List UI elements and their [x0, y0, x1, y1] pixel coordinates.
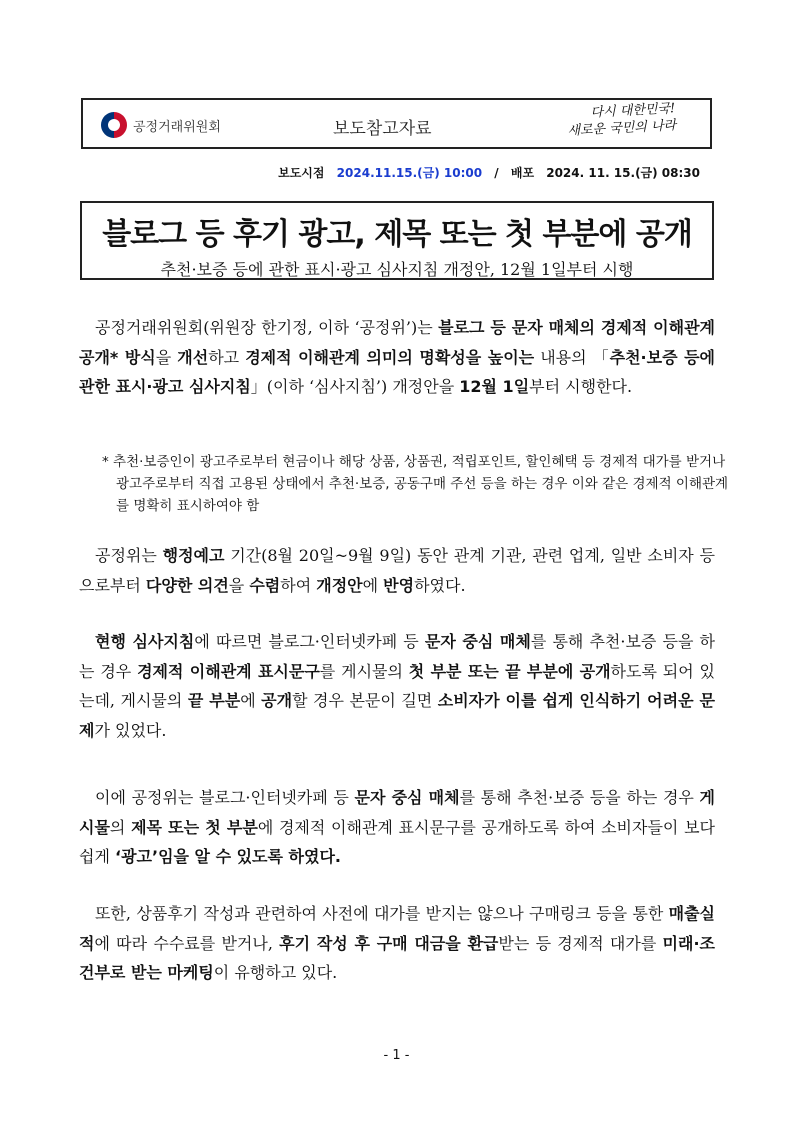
emphasized-text: 매출실적 [79, 904, 715, 953]
body-text: 할 경우 본문이 길면 [292, 691, 438, 710]
body-text: 을 [228, 575, 250, 595]
ftc-logo [101, 112, 221, 138]
slogan-line-1: 다시 대한민국! [590, 101, 676, 121]
org-name: 공정거래위원회 [133, 119, 221, 135]
emphasized-text: 경제적 이해관계 표시문구 [137, 661, 320, 681]
emphasized-text: 행정예고 [162, 546, 225, 565]
paragraph-3 [79, 627, 715, 745]
emphasized-text: 수렴 [249, 575, 281, 595]
paragraph-2 [79, 541, 715, 600]
distribution-label: 배포 [510, 166, 535, 180]
title-box [80, 201, 714, 280]
date-separator: / [494, 166, 499, 180]
body-text: 하였다. [414, 575, 466, 595]
body-text: 이에 공정위는 블로그·인터넷카페 등 [95, 788, 355, 807]
body-text: 에 [240, 691, 262, 710]
body-text: 공정거래위원회(위원장 한기정, 이하 ‘공정위’)는 [95, 318, 439, 337]
body-text: 부터 시행한다. [529, 377, 633, 396]
body-text: 하도록 되어 있는데, 게시물의 [79, 661, 715, 710]
paragraph-5 [79, 899, 715, 988]
body-text: 를 통해 추천·보증 등을 하는 경우 [459, 788, 700, 807]
emphasized-text: 게시물 [79, 788, 715, 837]
body-text: 」(이하 ‘심사지침’) 개정안을 [250, 377, 460, 396]
emphasized-text: 끝 부분 [187, 691, 241, 710]
emphasized-text: 제목 또는 첫 부분 [131, 817, 258, 837]
body-text: 하여 [280, 575, 317, 595]
sub-title: 추천·보증 등에 관한 표시·광고 심사지침 개정안, 12월 1일부터 시행 [160, 260, 634, 279]
document-type: 보도참고자료 [333, 119, 432, 139]
slogan-line-2: 새로운 국민의 나라 [567, 118, 677, 139]
emphasized-text: 개선 [177, 347, 209, 367]
body-text: 에 따라 수수료를 받거나, [94, 933, 280, 953]
main-title: 블로그 등 후기 광고, 제목 또는 첫 부분에 공개 [102, 217, 692, 252]
emphasized-text: 블로그 등 문자 매체의 경제적 이해관계 공개* 방식 [79, 318, 715, 367]
body-text: 하고 [208, 347, 246, 367]
emphasized-text: 문자 중심 매체 [424, 632, 531, 651]
release-value: 2024.11.15.(금) 10:00 [336, 166, 483, 180]
emphasized-text: 반영 [383, 575, 415, 595]
emphasized-text: 미래·조건부로 받는 마케팅 [79, 933, 715, 982]
emphasized-text: 개정안 [316, 575, 363, 595]
header-box [81, 98, 712, 149]
body-text: 를 게시물의 [319, 661, 409, 681]
taegeuk-logo-icon [101, 112, 127, 138]
release-label: 보도시점 [278, 166, 325, 180]
slogan [566, 100, 676, 140]
paragraph-4 [79, 783, 715, 872]
body-text: 을 [155, 347, 178, 367]
emphasized-text: 첫 부분 또는 끝 부분에 공개 [408, 661, 611, 681]
body-text: 에 경제적 이해관계 표시문구를 공개하도록 하여 소비자들이 보다 쉽게 [79, 817, 715, 866]
body-text: 받는 등 경제적 대가를 [498, 933, 663, 953]
emphasized-text: 문자 중심 매체 [354, 788, 460, 807]
body-text: 의 [109, 817, 132, 837]
emphasized-text: 현행 심사지침 [95, 632, 195, 651]
emphasized-text: 추천·보증 등에 관한 표시·광고 심사지침 [79, 347, 716, 396]
footnote: * 추천·보증인이 광고주로부터 현금이나 해당 상품, 상품권, 적립포인트, 할인혜택 등 경제적 대가를 받거나 광고주로부터 직접 고용된 상태에서 추천·보증, 공동구매 주선 등을 하는 경우 이와 같은 경제적 이해관계를 명확히 표시하여야 함 [102, 454, 729, 514]
body-text: 에 [362, 575, 384, 595]
body-text: 에 따르면 블로그·인터넷카페 등 [194, 632, 425, 651]
body-text: 기간(8월 20일~9월 9일) 동안 관계 기관, 관련 업계, 일반 소비자 등으로부터 [79, 546, 715, 595]
emphasized-text: 공개 [261, 691, 293, 710]
emphasized-text: 후기 작성 후 구매 대금을 환급 [279, 933, 499, 953]
page-number: - 1 - [383, 1048, 410, 1063]
body-text: 이 유행하고 있다. [213, 963, 338, 982]
emphasized-text: 경제적 이해관계 의미의 명확성을 높이는 [245, 347, 535, 367]
emphasized-text: ‘광고’임을 알 수 있도록 하였다. [115, 847, 341, 866]
emphasized-text: 12월 1일 [459, 377, 530, 396]
body-text: 또한, 상품후기 작성과 관련하여 사전에 대가를 받지는 않으나 구매링크 등을 통한 [95, 904, 669, 923]
body-text: 가 있었다. [94, 720, 167, 740]
emphasized-text: 소비자가 이를 쉽게 인식하기 어려운 문제 [79, 691, 715, 740]
body-text: 내용의 「 [534, 347, 610, 367]
body-text: 공정위는 [95, 546, 163, 565]
body-text: 를 통해 추천·보증 등을 하는 경우 [79, 632, 716, 681]
release-dates [278, 164, 708, 181]
distribution-value: 2024. 11. 15.(금) 08:30 [546, 166, 700, 180]
paragraph-1 [79, 313, 715, 402]
emphasized-text: 다양한 의견 [145, 575, 229, 595]
